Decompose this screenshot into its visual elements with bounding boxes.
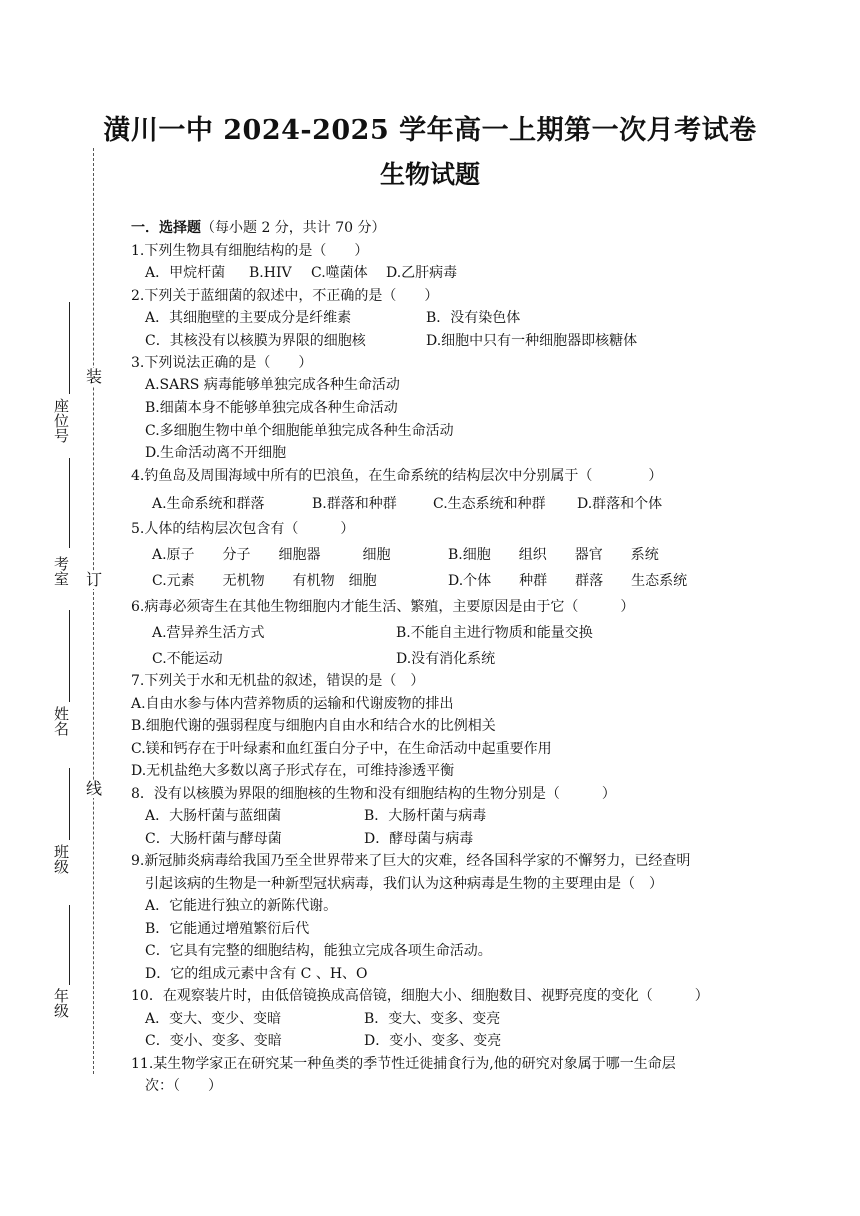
- option: A．其细胞壁的主要成分是纤维素: [145, 310, 352, 326]
- option: A.原子 分子 细胞器 细胞: [152, 547, 391, 563]
- option: D.细胞中只有一种细胞器即核糖体: [426, 333, 638, 349]
- option: D.生命活动离不开细胞: [145, 445, 287, 461]
- option: B．没有染色体: [426, 310, 521, 326]
- question-stem-continued: 次：（ ）: [145, 1078, 222, 1094]
- question-stem: 5.人体的结构层次包含有（ ）: [131, 521, 355, 537]
- option: B.细菌本身不能够单独完成各种生命活动: [145, 400, 398, 416]
- option: B.细胞代谢的强弱程度与细胞内自由水和结合水的比例相关: [131, 718, 496, 734]
- question-stem: 7.下列关于水和无机盐的叙述，错误的是（ ）: [131, 673, 425, 689]
- option: D．酵母菌与病毒: [364, 831, 474, 847]
- option: A．大肠杆菌与蓝细菌: [145, 808, 282, 824]
- exam-subtitle: 生物试题: [379, 160, 480, 189]
- section-title: 一．选择题: [131, 220, 201, 236]
- question-stem: 11.某生物学家正在研究某一种鱼类的季节性迁徙捕食行为,他的研究对象属于哪一生命层: [131, 1056, 676, 1072]
- option: A.自由水参与体内营养物质的运输和代谢废物的排出: [131, 696, 454, 712]
- option: B．大肠杆菌与病毒: [364, 808, 487, 824]
- option: C．它具有完整的细胞结构，能独立完成各项生命活动。: [145, 943, 492, 959]
- option: C.多细胞生物中单个细胞能单独完成各种生命活动: [145, 423, 454, 439]
- name-label: 姓名: [52, 706, 70, 736]
- section-note: （每小题 2 分，共计 70 分）: [201, 220, 386, 236]
- option: A．甲烷杆菌: [145, 265, 226, 281]
- seat-number-line: [69, 302, 70, 394]
- option: A.SARS 病毒能够单独完成各种生命活动: [145, 377, 400, 393]
- section-heading: [131, 219, 386, 237]
- class-line: [69, 768, 70, 840]
- option: B．它能通过增殖繁衍后代: [145, 921, 310, 937]
- option: D.群落和个体: [577, 496, 663, 512]
- option: C．其核没有以核膜为界限的细胞核: [145, 333, 366, 349]
- question-stem: 6.病毒必须寄生在其他生物细胞内才能生活、繁殖，主要原因是由于它（ ）: [131, 599, 635, 615]
- option: D．变小、变多、变亮: [364, 1033, 502, 1049]
- question-stem: 2.下列关于蓝细菌的叙述中，不正确的是（ ）: [131, 288, 439, 304]
- question-stem-continued: 引起该病的生物是一种新型冠状病毒，我们认为这种病毒是生物的主要理由是（ ）: [145, 876, 663, 892]
- binding-dashed-line: [93, 148, 94, 1074]
- option: C.元素 无机物 有机物 细胞: [152, 573, 377, 589]
- option: C．变小、变多、变暗: [145, 1033, 282, 1049]
- option: B.细胞 组织 器官 系统: [448, 547, 659, 563]
- name-line: [69, 610, 70, 702]
- option: C.生态系统和种群: [433, 496, 546, 512]
- grade-line: [69, 905, 70, 985]
- option: C.噬菌体: [311, 265, 368, 281]
- question-stem: 10．在观察装片时，由低倍镜换成高倍镜，细胞大小、细胞数目、视野亮度的变化（ ）: [131, 988, 709, 1004]
- exam-room-line: [69, 458, 70, 548]
- exam-room-label: 考室: [52, 556, 70, 586]
- grade-label: 年级: [52, 988, 70, 1018]
- question-stem: 4.钓鱼岛及周围海域中所有的巴浪鱼，在生命系统的结构层次中分别属于（ ）: [131, 468, 663, 484]
- option: B.不能自主进行物质和能量交换: [396, 625, 593, 641]
- question-stem: 3.下列说法正确的是（ ）: [131, 355, 313, 371]
- option: D.个体 种群 群落 生态系统: [448, 573, 688, 589]
- option: B．变大、变多、变亮: [364, 1011, 501, 1027]
- option: C.不能运动: [152, 651, 223, 667]
- option: D.没有消化系统: [396, 651, 496, 667]
- binding-char-zhuang: 装: [86, 367, 103, 386]
- option: C.镁和钙存在于叶绿素和血红蛋白分子中，在生命活动中起重要作用: [131, 741, 552, 757]
- option: A．它能进行独立的新陈代谢。: [145, 898, 338, 914]
- option: A.生命系统和群落: [152, 496, 265, 512]
- class-label: 班级: [52, 844, 70, 874]
- option: C．大肠杆菌与酵母菌: [145, 831, 282, 847]
- binding-char-ding: 订: [86, 570, 103, 589]
- option: B.群落和种群: [312, 496, 397, 512]
- option: D.乙肝病毒: [386, 265, 458, 281]
- seat-number-label: 座位号: [52, 398, 70, 443]
- question-stem: 9.新冠肺炎病毒给我国乃至全世界带来了巨大的灾难，经各国科学家的不懈努力，已经查明: [131, 853, 691, 869]
- exam-title: 潢川一中 2024-2025 学年高一上期第一次月考试卷: [103, 115, 757, 146]
- option: D．它的组成元素中含有 C 、H、O: [145, 966, 368, 982]
- option: B.HIV: [249, 265, 292, 281]
- option: A.营异养生活方式: [152, 625, 265, 641]
- binding-char-xian: 线: [86, 779, 103, 798]
- option: A．变大、变少、变暗: [145, 1011, 282, 1027]
- question-stem: 1.下列生物具有细胞结构的是（ ）: [131, 243, 369, 259]
- question-stem: 8．没有以核膜为界限的细胞核的生物和没有细胞结构的生物分别是（ ）: [131, 786, 616, 802]
- option: D.无机盐绝大多数以离子形式存在，可维持渗透平衡: [131, 763, 455, 779]
